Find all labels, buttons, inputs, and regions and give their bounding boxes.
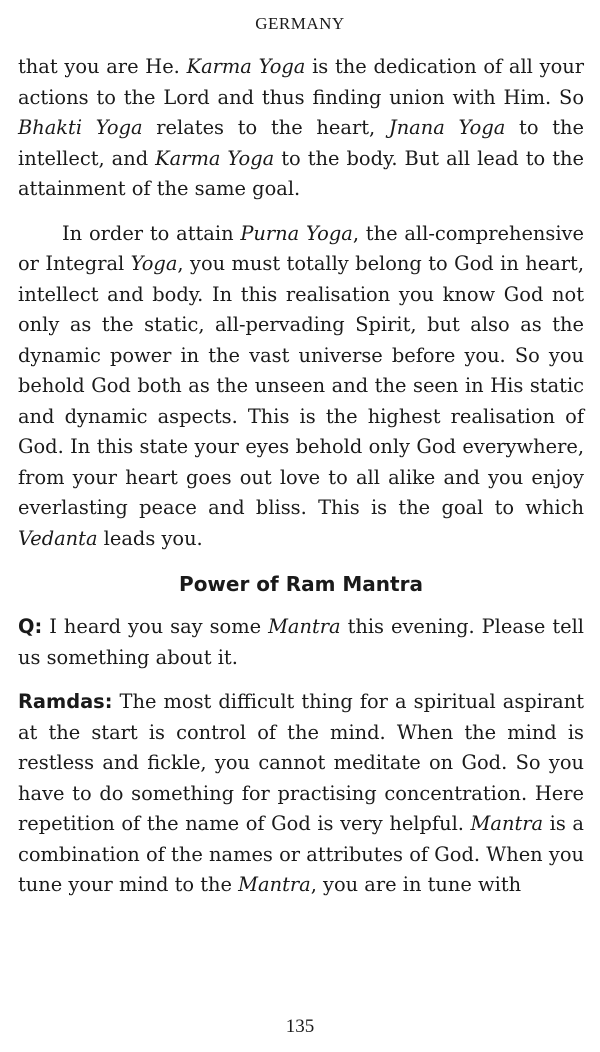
answer-speaker-label: Ramdas: [18,690,113,713]
italic-term: Mantra [238,873,311,896]
italic-term: Mantra [470,812,544,835]
text-run: I heard you say some [42,615,269,638]
section-heading: Power of Ram Mantra [179,572,423,596]
text-run: to the intellect, and [18,116,584,170]
text-run: is the dedication of all your actions to the Lord and thus finding union with Him. So [18,55,584,109]
page-number: 135 [285,1016,315,1037]
text-run: , you are in tune with [310,873,522,896]
paragraph-purna-yoga [18,219,584,555]
italic-term: Mantra [268,615,341,638]
text-run: The most difficult thing for a spiritual aspirant at the start is control of the mind. When the mind is restless and fickle, you cannot meditate on God. So you have to do something for practising concentration. Here repetition of the name of God is very helpful. [18,690,584,835]
running-header: GERMANY [255,14,345,33]
italic-term: Karma Yoga [186,55,306,78]
text-run: to the body. But all lead to the attainment of the same goal. [18,146,584,200]
text-run: relates to the heart, [142,116,389,139]
text-run: this evening. Please tell us something about it. [18,615,584,669]
text-run: In order to attain [62,221,241,245]
italic-term: Vedanta [18,526,98,550]
text-run: , you must totally belong to God in heart, intellect and body. In this realisation you know God not only as the static, all-pervading Spirit, but also as the dynamic power in the vast universe before you. So you behold God both as the unseen and the seen in His static and dynamic aspects. This is the highest realisation of God. In this state your eyes behold only God everywhere, from your heart goes out love to all alike and you enjoy everlasting peace and bliss. This is the goal to which [18,252,584,519]
text-run: leads you. [97,526,203,550]
italic-term: Jnana Yoga [388,116,506,139]
page-body [18,52,584,901]
question-paragraph [18,612,584,673]
text-run: that you are He. [18,55,187,78]
italic-term: Yoga [130,252,178,275]
italic-term: Bhakti Yoga [18,116,143,139]
text-run: , the all-comprehensive or Integral [18,221,584,275]
italic-term: Karma Yoga [155,146,275,170]
question-text [18,615,584,669]
text-run: is a combination of the names or attributes of God. When you tune your mind to the [18,812,584,896]
italic-term: Purna Yoga [240,221,353,245]
paragraph-yoga-paths [18,52,584,205]
answer-paragraph [18,687,584,901]
answer-text [18,690,584,896]
question-speaker-label: Q: [18,615,43,638]
